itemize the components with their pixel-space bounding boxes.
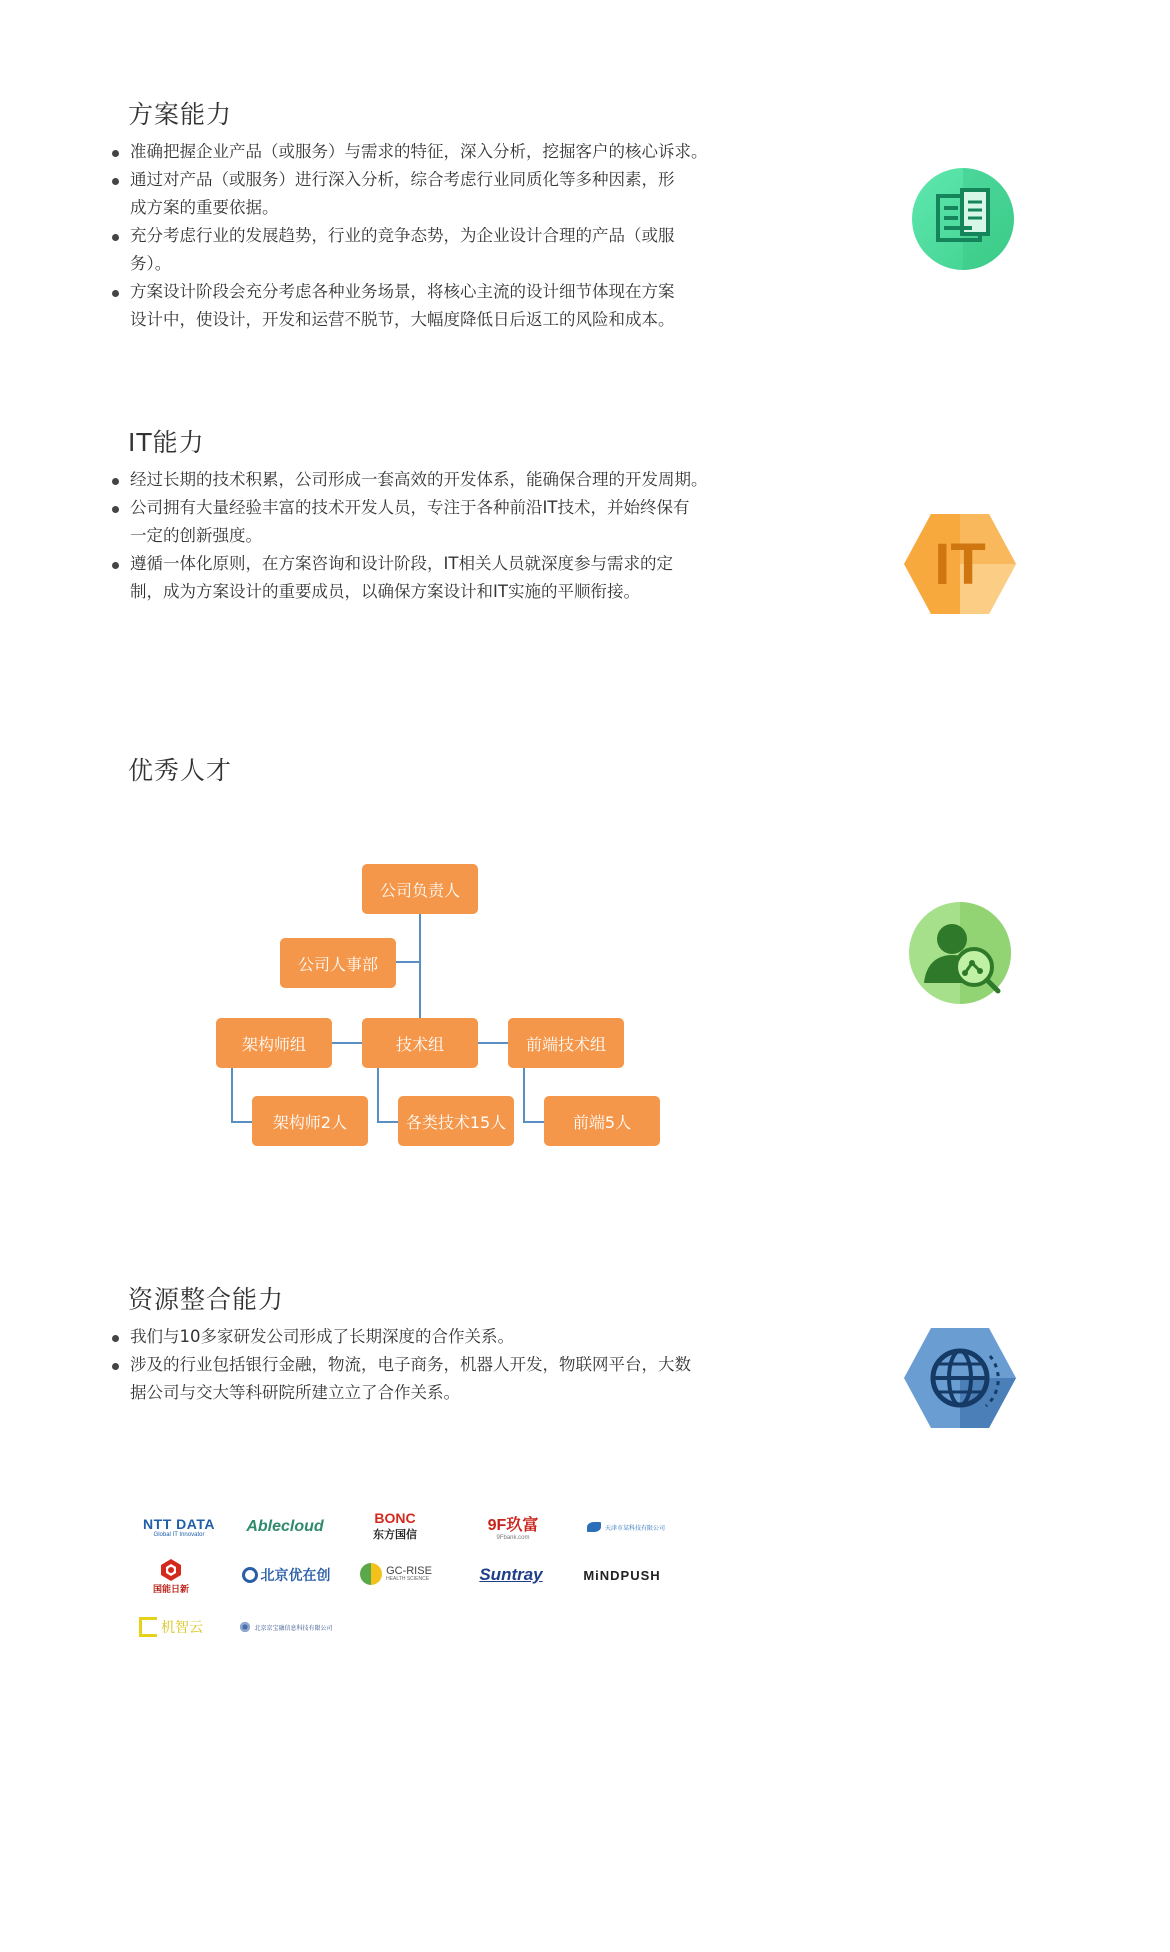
document-icon <box>912 168 1014 274</box>
jizhiyun-emblem-icon <box>139 1617 157 1637</box>
jingbao-emblem-icon <box>239 1621 251 1633</box>
logo-ntt-sub: Global IT Innovator <box>153 1532 205 1538</box>
section-title-talent: 优秀人才 <box>128 756 233 785</box>
list-item: 准确把握企业产品（或服务）与需求的特征，深入分析，挖掘客户的核心诉求。 <box>110 138 710 166</box>
section-title-it: IT能力 <box>128 428 205 457</box>
logo-jizhiyun: 机智云 <box>126 1612 216 1642</box>
logo-gc-main: GC-RISE <box>386 1565 432 1577</box>
list-item: 涉及的行业包括银行金融，物流，电子商务，机器人开发，物联网平台，大数据公司与交大等科研院所建立立了合作关系。 <box>110 1351 700 1407</box>
person-search-icon <box>908 901 1012 1009</box>
logo-bonc-main: BONC <box>374 1510 416 1526</box>
org-node-architect-group: 架构师组 <box>216 1018 332 1068</box>
logo-jingbao: 北京京宝融信息科技有限公司 <box>232 1616 340 1638</box>
logo-suntray: Suntray <box>479 1565 543 1584</box>
org-node-frontend-group: 前端技术组 <box>508 1018 624 1068</box>
logo-guoneng-rixin: 国能日新 <box>146 1554 196 1598</box>
section-title-resource: 资源整合能力 <box>128 1285 285 1314</box>
gc-rise-emblem-icon <box>360 1563 382 1585</box>
logo-9f-sub: 9Fbank.com <box>496 1534 530 1541</box>
org-node-head: 公司负责人 <box>362 864 478 914</box>
logo-ntt-main: NTT DATA <box>143 1516 215 1532</box>
org-node-architect-count: 架构师2人 <box>252 1096 368 1146</box>
list-item: 经过长期的技术积累，公司形成一套高效的开发体系，能确保合理的开发周期。 <box>110 466 710 494</box>
guoneng-emblem-icon <box>159 1558 183 1582</box>
logo-9f-main: 9F玖富 <box>487 1516 539 1534</box>
logo-ntt-data <box>134 1512 224 1542</box>
scheme-bullet-list <box>110 138 710 334</box>
logo-bonc <box>360 1508 430 1544</box>
it-icon-text: IT <box>934 532 986 597</box>
list-item: 通过对产品（或服务）进行深入分析，综合考虑行业同质化等多种因素，形成方案的重要依据。 <box>110 166 690 222</box>
resource-bullet-list <box>110 1323 710 1407</box>
list-item: 方案设计阶段会充分考虑各种业务场景，将核心主流的设计细节体现在方案设计中，使设计，开发和运营不脱节，大幅度降低日后返工的风险和成本。 <box>110 278 690 334</box>
logo-gc-rise <box>354 1558 438 1590</box>
it-bullet-list <box>110 466 710 606</box>
logo-gc-sub: HEALTH SCIENCE <box>386 1576 430 1582</box>
org-node-tech-group: 技术组 <box>362 1018 478 1068</box>
org-node-tech-count: 各类技术15人 <box>398 1096 514 1146</box>
logo-mindpush: MiNDPUSH <box>583 1567 661 1583</box>
logo-ablecloud: Ablecloud <box>246 1518 324 1535</box>
globe-icon <box>902 1326 1018 1434</box>
section-title-scheme: 方案能力 <box>128 100 233 129</box>
logo-tianjin-tech: 天津市某科技有限公司 <box>572 1518 680 1536</box>
list-item: 遵循一体化原则，在方案咨询和设计阶段，IT相关人员就深度参与需求的定制，成为方案设计的重要成员，以确保方案设计和IT实施的平顺衔接。 <box>110 550 695 606</box>
logo-beijing-youzaichuang: 北京优在创 <box>238 1562 334 1588</box>
list-item: 我们与10多家研发公司形成了长期深度的合作关系。 <box>110 1323 710 1351</box>
logo-bonc-sub: 东方国信 <box>373 1529 417 1541</box>
it-hexagon-icon <box>902 512 1018 620</box>
org-node-hr: 公司人事部 <box>280 938 396 988</box>
runner-icon <box>587 1522 601 1532</box>
list-item: 公司拥有大量经验丰富的技术开发人员，专注于各种前沿IT技术，并始终保有一定的创新强度。 <box>110 494 695 550</box>
list-item: 充分考虑行业的发展趋势，行业的竞争态势，为企业设计合理的产品（或服务）。 <box>110 222 710 278</box>
youzaichuang-emblem-icon <box>242 1567 258 1583</box>
logo-9f-jiufu <box>478 1510 548 1542</box>
org-node-frontend-count: 前端5人 <box>544 1096 660 1146</box>
